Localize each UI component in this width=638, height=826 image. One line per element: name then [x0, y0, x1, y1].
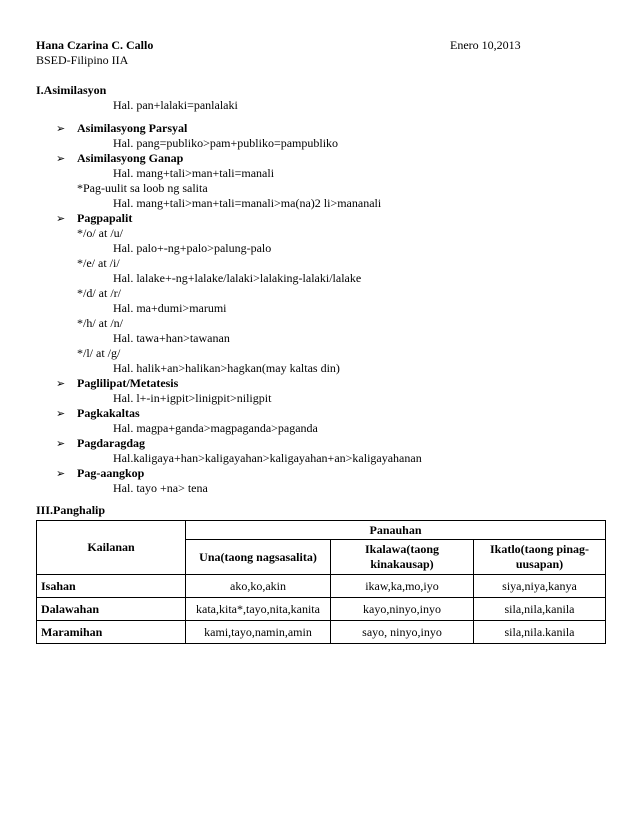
- bullet-item: [36, 121, 606, 136]
- table-row: [37, 575, 606, 598]
- arrowhead-bullet-icon: ➢: [56, 467, 66, 480]
- example-line: Hal. mang+tali>man+tali=manali: [113, 166, 275, 180]
- column-header-una: Una(taong nagsasalita): [186, 540, 331, 575]
- arrowhead-bullet-icon: ➢: [56, 437, 66, 450]
- example-line: Hal. ma+dumi>marumi: [113, 301, 227, 315]
- panghalip-table: [36, 520, 606, 644]
- document-page: [36, 38, 606, 644]
- kailanan-header: Kailanan: [37, 521, 186, 575]
- table-cell: ikaw,ka,mo,iyo: [331, 575, 474, 598]
- note-line: */h/ at /n/: [77, 316, 123, 330]
- arrowhead-bullet-icon: ➢: [56, 122, 66, 135]
- arrowhead-bullet-icon: ➢: [56, 212, 66, 225]
- bullet-item: [36, 151, 606, 166]
- arrowhead-bullet-icon: ➢: [56, 407, 66, 420]
- document-date: Enero 10,2013: [450, 38, 521, 52]
- section-panghalip-title: III.Panghalip: [36, 503, 106, 517]
- table-cell: sila,nila.kanila: [474, 621, 606, 644]
- row-label: Maramihan: [37, 621, 186, 644]
- section-asimilasyon-example: Hal. pan+lalaki=panlalaki: [113, 98, 238, 112]
- table-cell: sayo, ninyo,inyo: [331, 621, 474, 644]
- table-cell: kayo,ninyo,inyo: [331, 598, 474, 621]
- example-line: Hal.kaligaya+han>kaligayahan>kaligayahan+an>kaligayahanan: [113, 451, 422, 465]
- arrowhead-bullet-icon: ➢: [56, 152, 66, 165]
- example-line: Hal. mang+tali>man+tali=manali>ma(na)2 li>mananali: [113, 196, 382, 210]
- example-line: Hal. l+-in+igpit>linigpit>niligpit: [113, 391, 272, 405]
- bullet-item: [36, 406, 606, 421]
- bullet-title: Pagpapalit: [77, 211, 133, 225]
- row-label: Isahan: [37, 575, 186, 598]
- bullet-item: [36, 436, 606, 451]
- bullet-item: [36, 466, 606, 481]
- bullet-title: Paglilipat/Metatesis: [77, 376, 179, 390]
- bullet-title: Pagdaragdag: [77, 436, 146, 450]
- note-line: */l/ at /g/: [77, 346, 121, 360]
- row-label: Dalawahan: [37, 598, 186, 621]
- panauhan-header: Panauhan: [186, 521, 606, 540]
- example-line: Hal. tayo +na> tena: [113, 481, 208, 495]
- column-header-ikalawa: Ikalawa(taong kinakausap): [331, 540, 474, 575]
- table-cell: kata,kita*,tayo,nita,kanita: [186, 598, 331, 621]
- example-line: Hal. halik+an>halikan>hagkan(may kaltas din): [113, 361, 340, 375]
- bullet-title: Pag-aangkop: [77, 466, 145, 480]
- note-line: *Pag-uulit sa loob ng salita: [77, 181, 208, 195]
- note-line: */o/ at /u/: [77, 226, 123, 240]
- table-cell: sila,nila,kanila: [474, 598, 606, 621]
- arrowhead-bullet-icon: ➢: [56, 377, 66, 390]
- table-row: [37, 621, 606, 644]
- example-line: Hal. magpa+ganda>magpaganda>paganda: [113, 421, 318, 435]
- table-cell: ako,ko,akin: [186, 575, 331, 598]
- bullet-item: [36, 211, 606, 226]
- table-cell: siya,niya,kanya: [474, 575, 606, 598]
- note-line: */e/ at /i/: [77, 256, 120, 270]
- asimilasyon-bullet-list: [36, 121, 606, 496]
- column-header-ikatlo: Ikatlo(taong pinag-uusapan): [474, 540, 606, 575]
- example-line: Hal. lalake+-ng+lalake/lalaki>lalaking-lalaki/lalake: [113, 271, 362, 285]
- note-line: */d/ at /r/: [77, 286, 121, 300]
- bullet-title: Asimilasyong Parsyal: [77, 121, 188, 135]
- bullet-title: Asimilasyong Ganap: [77, 151, 184, 165]
- example-line: Hal. tawa+han>tawanan: [113, 331, 230, 345]
- section-asimilasyon-title: I.Asimilasyon: [36, 83, 107, 97]
- header-row: [36, 38, 606, 53]
- author-name: Hana Czarina C. Callo: [36, 38, 154, 52]
- course-label: BSED-Filipino IIA: [36, 53, 129, 67]
- table-row: [37, 598, 606, 621]
- bullet-item: [36, 376, 606, 391]
- example-line: Hal. palo+-ng+palo>palung-palo: [113, 241, 272, 255]
- example-line: Hal. pang=publiko>pam+publiko=pampubliko: [113, 136, 339, 150]
- bullet-title: Pagkakaltas: [77, 406, 140, 420]
- table-cell: kami,tayo,namin,amin: [186, 621, 331, 644]
